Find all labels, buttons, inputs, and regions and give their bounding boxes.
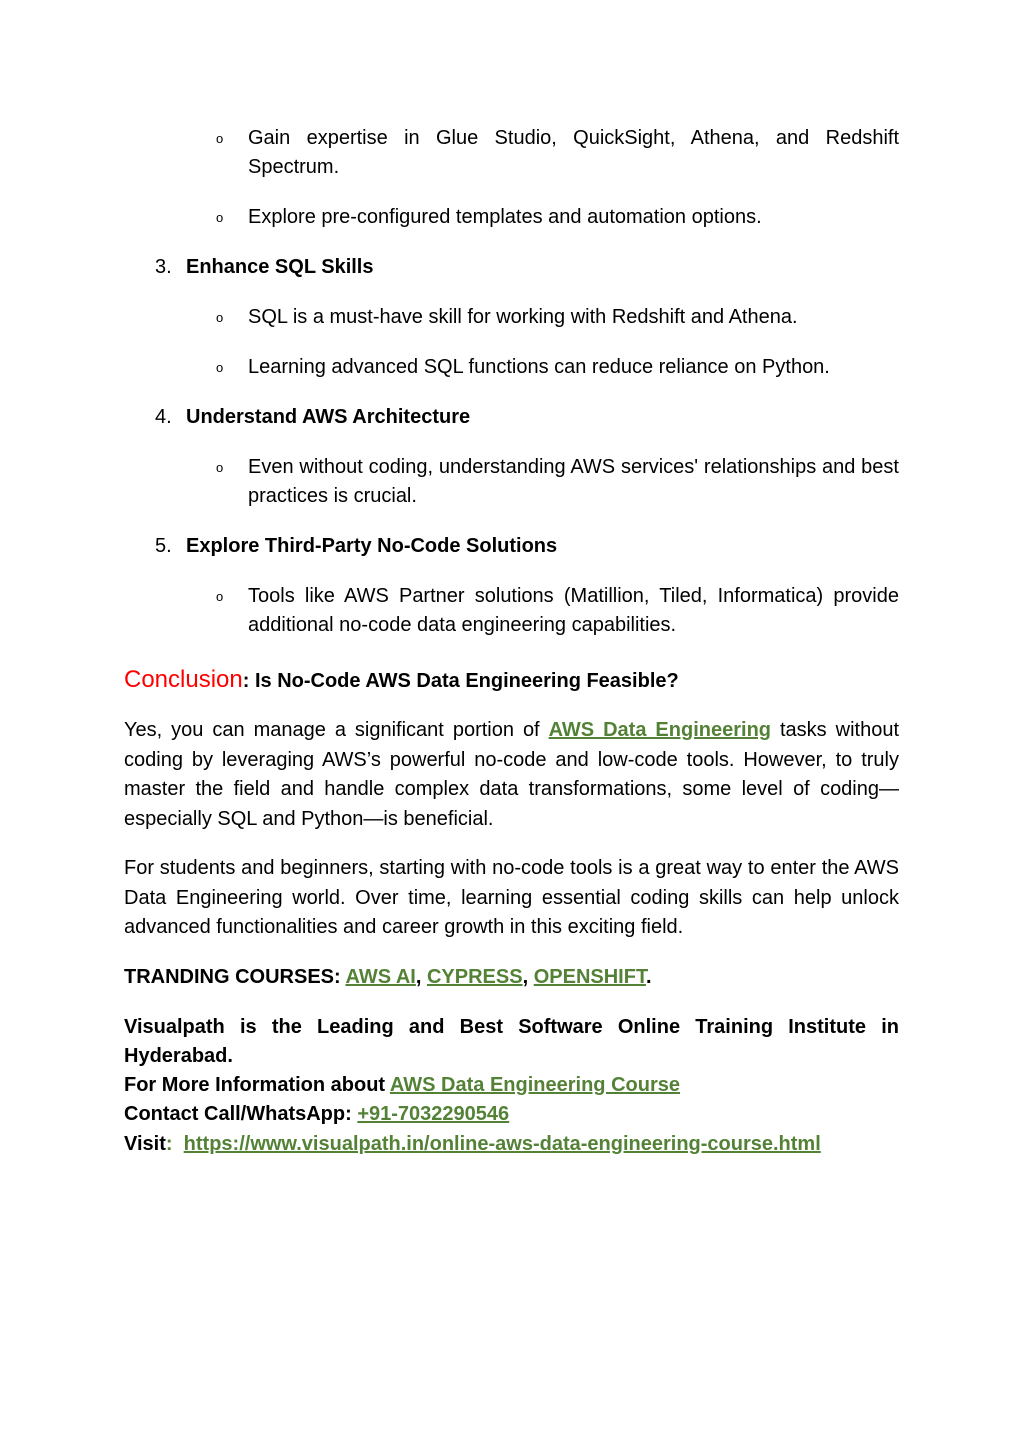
bullet-marker: o — [216, 210, 224, 225]
section-heading — [155, 253, 373, 282]
website-link[interactable]: https://www.visualpath.in/online-aws-data-engineering-course.html — [183, 1133, 821, 1155]
section-number: 3. — [155, 256, 172, 278]
aws-data-engineering-link[interactable]: AWS Data Engineering — [548, 719, 772, 741]
more-info-label: For More Information about — [124, 1074, 390, 1096]
bullet-item: Even without coding, understanding AWS services' relationships and best practices is crucial. — [248, 456, 899, 507]
bullet-marker: o — [216, 360, 224, 375]
phone-link[interactable]: +91-7032290546 — [357, 1103, 510, 1125]
section-heading — [155, 403, 470, 432]
cypress-link[interactable]: CYPRESS — [426, 966, 523, 988]
separator: , — [415, 966, 427, 988]
section-heading — [155, 532, 557, 561]
bullet-marker: o — [216, 589, 224, 604]
students-paragraph: For students and beginners, starting with no-code tools is a great way to enter the AWS Data Engineering world. Over time, learning essential coding skills can help unlock advanced functionalities and career growth in this exciting field. — [124, 857, 899, 938]
bullet-marker: o — [216, 310, 224, 325]
section-number: 5. — [155, 535, 172, 557]
conclusion-heading — [124, 663, 679, 698]
institute-statement: Visualpath is the Leading and Best Software Online Training Institute in Hyderabad. — [124, 1016, 899, 1067]
section-title: Understand AWS Architecture — [186, 406, 471, 428]
aws-data-engineering-course-link[interactable]: AWS Data Engineering Course — [389, 1074, 680, 1096]
section-title: Enhance SQL Skills — [186, 256, 374, 278]
bullet-item: Learning advanced SQL functions can reduce reliance on Python. — [248, 356, 830, 378]
bullet-item: Gain expertise in Glue Studio, QuickSight, Athena, and Redshift Spectrum. — [248, 127, 899, 178]
section-number: 4. — [155, 406, 172, 428]
trending-label: TRANDING COURSES: — [124, 966, 346, 988]
more-info-line — [124, 1071, 680, 1100]
conclusion-title: : Is No-Code AWS Data Engineering Feasible? — [242, 670, 679, 692]
bullet-marker: o — [216, 460, 224, 475]
separator: , — [522, 966, 534, 988]
paragraph-text: tasks without coding by leveraging AWS’s powerful no-code and low-code tools. However, to truly master the field and handle complex data transformations, some level of coding—especially SQL and Python—is beneficial. — [124, 719, 900, 830]
period: . — [645, 966, 652, 988]
bullet-marker: o — [216, 131, 224, 146]
visit-label: Visit — [124, 1133, 166, 1155]
openshift-link[interactable]: OPENSHIFT — [533, 966, 646, 988]
bullet-item: Explore pre-configured templates and automation options. — [248, 206, 762, 228]
section-title: Explore Third-Party No-Code Solutions — [186, 535, 558, 557]
aws-ai-link[interactable]: AWS AI — [345, 966, 416, 988]
conclusion-label: Conclusion — [124, 666, 243, 693]
trending-courses — [124, 963, 652, 992]
bullet-item: SQL is a must-have skill for working with Redshift and Athena. — [248, 306, 798, 328]
contact-label: Contact Call/WhatsApp: — [124, 1103, 358, 1125]
visit-line — [124, 1130, 821, 1159]
contact-line — [124, 1100, 509, 1129]
conclusion-paragraph — [124, 716, 899, 834]
visit-colon: : — [165, 1133, 173, 1155]
paragraph-text: Yes, you can manage a significant portion of — [124, 719, 549, 741]
bullet-item: Tools like AWS Partner solutions (Matillion, Tiled, Informatica) provide additional no-code data engineering capabilities. — [248, 585, 899, 636]
